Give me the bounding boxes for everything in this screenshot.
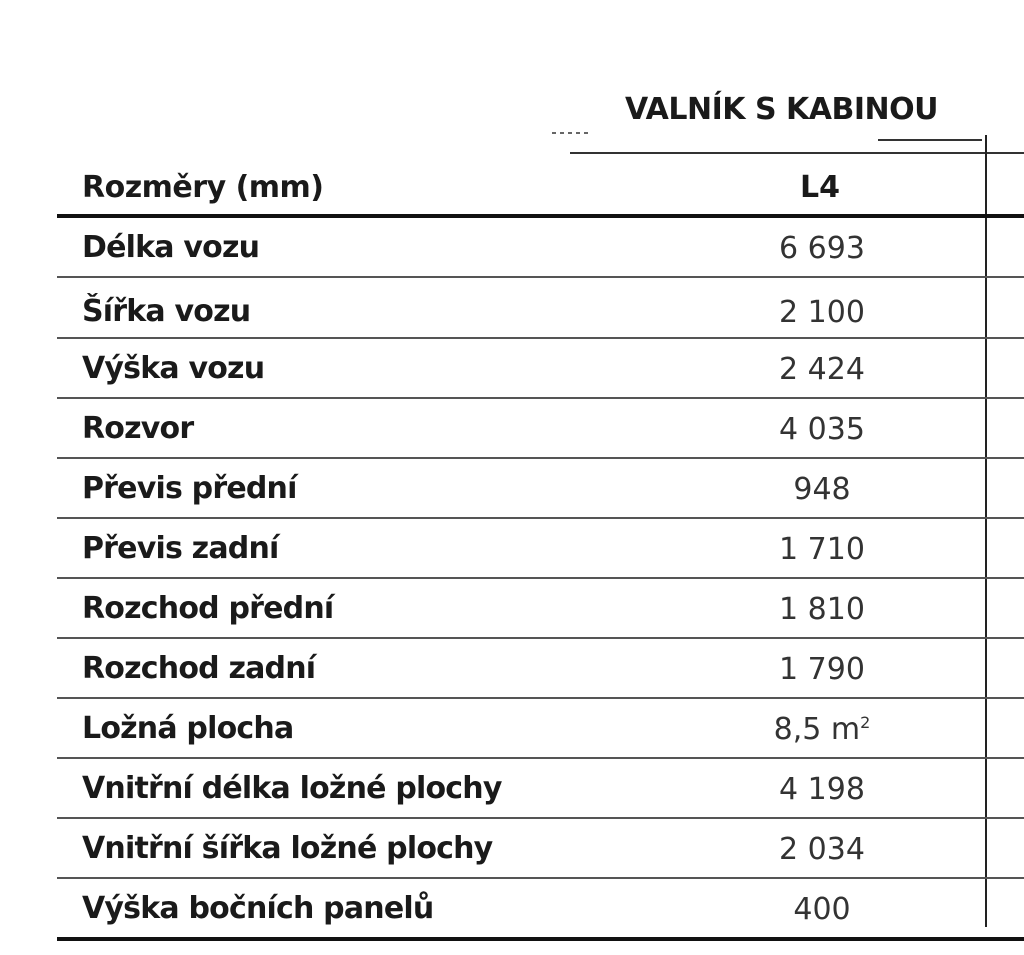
row-value: 948 [793,472,851,507]
group-title-accent-rule [878,139,982,141]
row-label: Rozchod přední [82,591,334,626]
table-row [57,218,1024,278]
row-label: Vnitřní šířka ložné plochy [82,831,493,866]
table-row [57,399,1024,459]
area-unit-superscript: 2 [860,713,871,732]
table-header-row [57,160,1024,218]
row-label: Rozvor [82,411,194,446]
dotted-mark [552,132,592,134]
row-value: 1 790 [779,652,865,687]
row-value: 4 035 [779,412,865,447]
row-label: Ložná plocha [82,711,294,746]
table-row [57,759,1024,819]
table-row [57,639,1024,699]
table-row [57,879,1024,941]
row-value: 1 810 [779,592,865,627]
table-row [57,699,1024,759]
row-value: 2 424 [779,352,865,387]
row-value: 1 710 [779,532,865,567]
row-value: 2 100 [779,295,865,330]
table-body [57,218,1024,941]
table-row [57,519,1024,579]
row-label: Rozchod zadní [82,651,316,686]
header-label: Rozměry (mm) [82,170,324,205]
group-title-underline [570,152,1024,154]
row-label: Výška vozu [82,351,265,386]
table-row [57,339,1024,399]
row-label: Šířka vozu [82,294,251,329]
table-row [57,459,1024,519]
row-label: Převis zadní [82,531,279,566]
area-value: 8,5 m [773,712,861,747]
row-value: 4 198 [779,772,865,807]
row-label: Délka vozu [82,230,260,265]
row-label: Převis přední [82,471,297,506]
row-value [747,712,897,747]
table-row [57,278,1024,339]
row-label: Vnitřní délka ložné plochy [82,771,502,806]
table-row [57,579,1024,639]
row-value: 2 034 [779,832,865,867]
row-value: 400 [793,892,851,927]
header-column-l4: L4 [800,170,840,205]
row-value: 6 693 [779,231,865,266]
row-label: Výška bočních panelů [82,891,434,926]
group-title: VALNÍK S KABINOU [625,92,938,127]
table-row [57,819,1024,879]
